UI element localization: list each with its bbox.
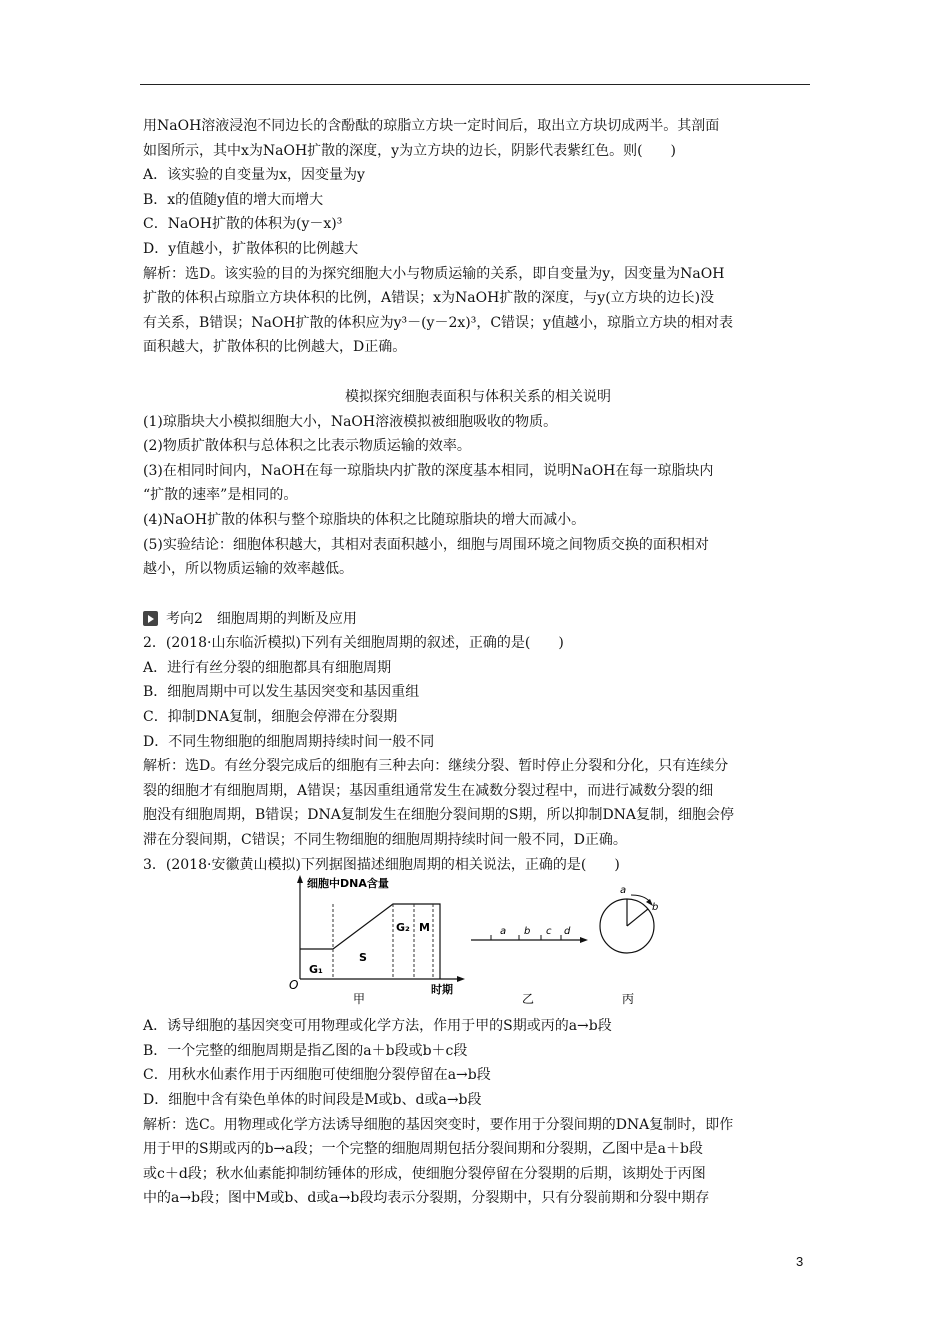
jia-ylabel: 细胞中DNA含量 <box>307 877 389 891</box>
diagram-jia <box>289 875 465 1006</box>
note-title: 模拟探究细胞表面积与体积关系的相关说明 <box>345 388 611 405</box>
page-number: 3 <box>796 1254 804 1269</box>
yi-segment-d: d <box>564 926 571 938</box>
kaoxiang-heading <box>143 607 813 632</box>
yi-segment-c: c <box>546 926 552 938</box>
q1-stem-line: 如图所示，其中x为NaOH扩散的深度，y为立方块的边长，阴影代表紫红色。则( ) <box>143 142 677 159</box>
q1-option-b: B．x的值随y值的增大而增大 <box>143 191 324 208</box>
q1-option-a: A．该实验的自变量为x，因变量为y <box>143 167 365 184</box>
q1-analysis-line: 面积越大，扩散体积的比例越大，D正确。 <box>143 339 407 356</box>
note-line: (2)物质扩散体积与总体积之比表示物质运输的效率。 <box>143 438 471 455</box>
cell-cycle-diagrams <box>143 877 813 1007</box>
jia-xlabel: 时期 <box>431 983 453 997</box>
q1-analysis-line: 有关系，B错误；NaOH扩散的体积应为y³－(y－2x)³，C错误；y值越小，琼脂立方块的相对表 <box>143 314 733 331</box>
q3-analysis-line: 或c＋d段；秋水仙素能抑制纺锤体的形成，使细胞分裂停留在分裂期的后期，该期处于丙图 <box>143 1165 706 1182</box>
q2-option-b: B．细胞周期中可以发生基因突变和基因重组 <box>143 684 420 701</box>
q2-option-c: C．抑制DNA复制，细胞会停滞在分裂期 <box>143 709 398 726</box>
note-line: (5)实验结论：细胞体积越大，其相对表面积越小，细胞与周围环境之间物质交换的面积相对 <box>143 536 709 553</box>
q3-stem: 3．(2018·安徽黄山模拟)下列据图描述细胞周期的相关说法，正确的是( ) <box>143 856 620 873</box>
phase-s: S <box>359 951 367 965</box>
bing-b: b <box>652 902 659 914</box>
diagram-yi <box>471 926 588 1006</box>
q3-option-c: C．用秋水仙素作用于丙细胞可使细胞分裂停留在a→b段 <box>143 1067 491 1084</box>
yi-segment-a: a <box>500 926 507 938</box>
phase-g1: G₁ <box>309 963 323 977</box>
q3-analysis-line: 中的a→b段；图中M或b、d或a→b段均表示分裂期，分裂期中，只有分裂前期和分裂中期存 <box>143 1190 710 1207</box>
q1-stem-line: 用NaOH溶液浸泡不同边长的含酚酞的琼脂立方块一定时间后，取出立方块切成两半。其剖面 <box>143 118 720 134</box>
q3-option-d: D．细胞中含有染色单体的时间段是M或b、d或a→b段 <box>143 1092 482 1108</box>
q1-option-c: C．NaOH扩散的体积为(y－x)³ <box>143 216 343 233</box>
note-line: “扩散的速率”是相同的。 <box>143 487 298 504</box>
page-content <box>143 114 813 1211</box>
q2-option-a: A．进行有丝分裂的细胞都具有细胞周期 <box>143 659 392 676</box>
kaoxiang-label: 考向2 细胞周期的判断及应用 <box>166 610 357 627</box>
note-line: (4)NaOH扩散的体积与整个琼脂块的体积之比随琼脂块的增大而减小。 <box>143 511 586 528</box>
q3-analysis-line: 用于甲的S期或丙的b→a段；一个完整的细胞周期包括分裂间期和分裂期，乙图中是a＋b段 <box>143 1141 703 1158</box>
q3-figure <box>143 877 813 1007</box>
q3-option-b: B．一个完整的细胞周期是指乙图的a＋b段或b＋c段 <box>143 1042 468 1059</box>
q2-analysis-line: 滞在分裂间期，C错误；不同生物细胞的细胞周期持续时间一般不同，D正确。 <box>143 832 627 849</box>
q1-analysis-line: 扩散的体积占琼脂立方块体积的比例，A错误；x为NaOH扩散的深度，与y(立方块的边长)没 <box>143 290 715 307</box>
q2-option-d: D．不同生物细胞的细胞周期持续时间一般不同 <box>143 733 435 750</box>
phase-m: M <box>419 921 430 935</box>
q2-stem: 2．(2018·山东临沂模拟)下列有关细胞周期的叙述，正确的是( ) <box>143 635 564 652</box>
q3-option-a: A．诱导细胞的基因突变可用物理或化学方法，作用于甲的S期或丙的a→b段 <box>143 1018 612 1035</box>
q2-analysis-line: 胞没有细胞周期，B错误；DNA复制发生在细胞分裂间期的S期，所以抑制DNA复制，细胞会停 <box>143 807 735 824</box>
note-line: (1)琼脂块大小模拟细胞大小，NaOH溶液模拟被细胞吸收的物质。 <box>143 413 558 430</box>
q1-analysis-line: 解析：选D。该实验的目的为探究细胞大小与物质运输的关系，即自变量为y，因变量为NaOH <box>143 265 725 282</box>
bing-a: a <box>620 885 627 897</box>
q3-analysis-line: 解析：选C。用物理或化学方法诱导细胞的基因突变时，要作用于分裂间期的DNA复制时，即作 <box>143 1116 734 1133</box>
bing-caption: 丙 <box>622 992 635 1007</box>
play-icon <box>143 611 158 626</box>
jia-caption: 甲 <box>353 992 366 1007</box>
jia-origin: O <box>289 978 299 993</box>
note-line: (3)在相同时间内，NaOH在每一琼脂块内扩散的深度基本相同，说明NaOH在每一琼脂块内 <box>143 462 714 479</box>
yi-segment-b: b <box>524 926 531 938</box>
q2-analysis-line: 裂的细胞才有细胞周期，A错误；基因重组通常发生在减数分裂过程中，而进行减数分裂的细 <box>143 782 714 799</box>
yi-caption: 乙 <box>522 992 535 1007</box>
phase-g2: G₂ <box>396 921 410 935</box>
diagram-bing <box>600 885 658 1006</box>
q2-analysis-line: 解析：选D。有丝分裂完成后的细胞有三种去向：继续分裂、暂时停止分裂和分化，只有连续分 <box>143 758 729 775</box>
note-line: 越小，所以物质运输的效率越低。 <box>143 561 353 578</box>
q1-option-d: D．y值越小，扩散体积的比例越大 <box>143 240 359 257</box>
header-rule <box>140 84 810 85</box>
